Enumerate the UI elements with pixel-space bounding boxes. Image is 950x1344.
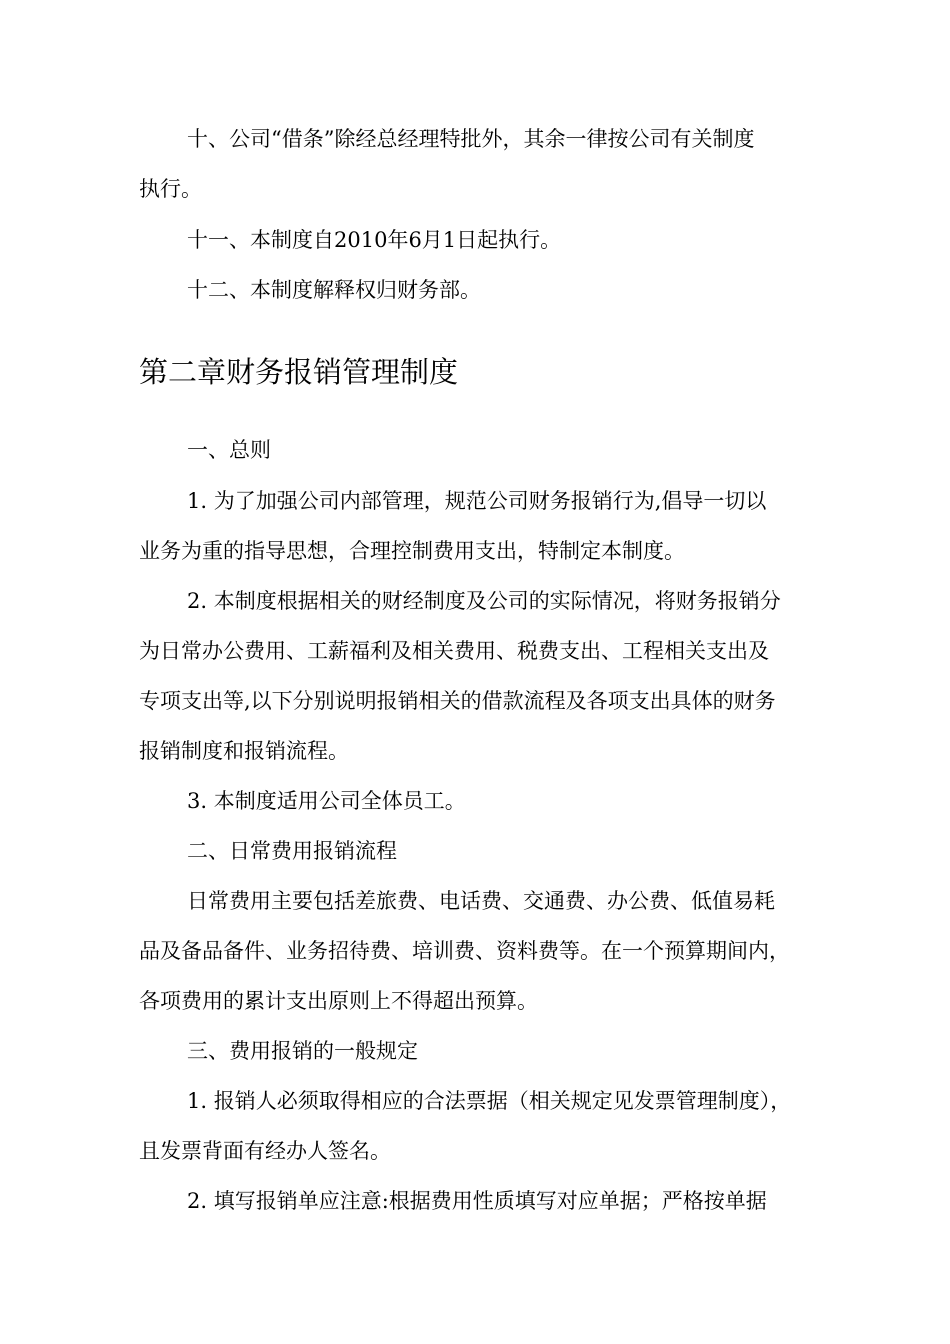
paragraph-line: 业务为重的指导思想，合理控制费用支出，特制定本制度。 — [139, 539, 685, 563]
section-heading: 一、总则 — [187, 438, 271, 462]
paragraph-line: 专项支出等,以下分别说明报销相关的借款流程及各项支出具体的财务 — [139, 689, 776, 713]
paragraph-line: 十一、本制度自2010年6月1日起执行。 — [187, 228, 562, 252]
paragraph-line: 日常费用主要包括差旅费、电话费、交通费、办公费、低值易耗 — [187, 889, 775, 913]
paragraph-line: 1. 为了加强公司内部管理，规范公司财务报销行为,倡导一切以 — [187, 489, 767, 513]
paragraph-line: 报销制度和报销流程。 — [139, 739, 349, 763]
paragraph-line: 2. 本制度根据相关的财经制度及公司的实际情况，将财务报销分 — [187, 589, 781, 613]
paragraph-line: 执行。 — [139, 177, 202, 201]
chapter-heading: 第二章财务报销管理制度 — [139, 355, 459, 389]
paragraph-line: 各项费用的累计支出原则上不得超出预算。 — [139, 989, 538, 1013]
paragraph-line: 1. 报销人必须取得相应的合法票据（相关规定见发票管理制度）， — [187, 1089, 792, 1113]
paragraph-line: 为日常办公费用、工薪福利及相关费用、税费支出、工程相关支出及 — [139, 639, 769, 663]
paragraph-line: 2. 填写报销单应注意:根据费用性质填写对应单据；严格按单据 — [187, 1189, 767, 1213]
paragraph-line: 十、公司“借条”除经总经理特批外，其余一律按公司有关制度 — [187, 127, 755, 151]
section-heading: 三、费用报销的一般规定 — [187, 1039, 418, 1063]
section-heading: 二、日常费用报销流程 — [187, 839, 397, 863]
paragraph-line: 十二、本制度解释权归财务部。 — [187, 278, 481, 302]
paragraph-line: 品及备品备件、业务招待费、培训费、资料费等。在一个预算期间内， — [139, 939, 790, 963]
paragraph-line: 且发票背面有经办人签名。 — [139, 1139, 391, 1163]
paragraph-line: 3. 本制度适用公司全体员工。 — [187, 789, 466, 813]
